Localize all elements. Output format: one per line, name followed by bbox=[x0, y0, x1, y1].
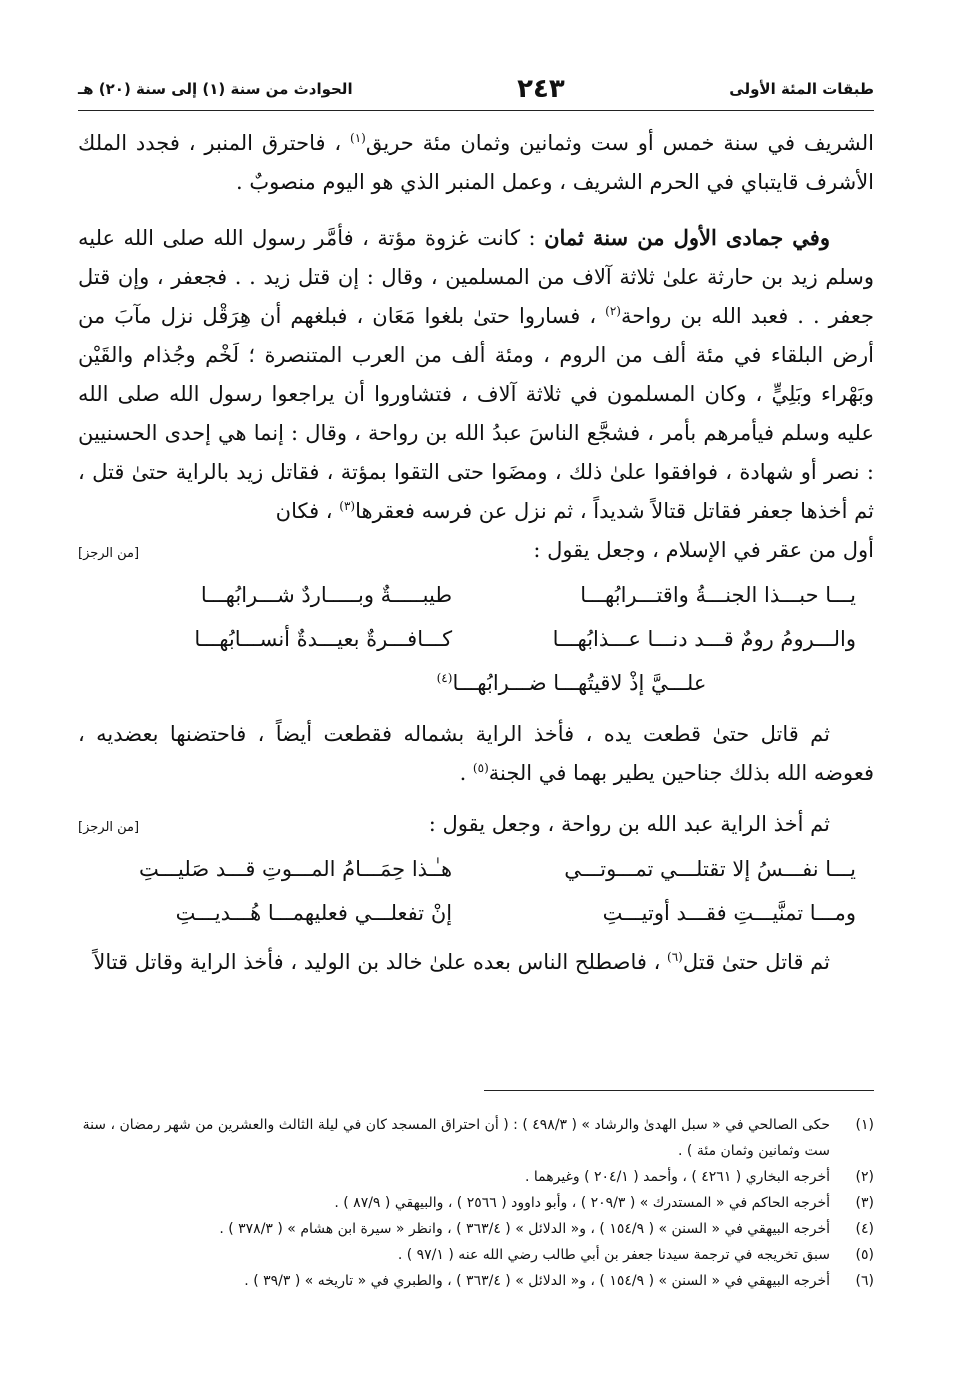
poem-2-verse-2 bbox=[78, 891, 874, 935]
footnote-number: (٦) bbox=[855, 1273, 874, 1289]
paragraph-2-text-a: : كانت غزوة مؤتة ، فأمَّر رسول الله صلى الله عليه وسلم زيد بن حارثة علىٰ ثلاثة آلاف من المسلمين ، وقال : إن قتل زيد . . فجعفر ، وإن قتل جعفر . . فعبد الله بن رواحة bbox=[78, 226, 874, 328]
footnote-number: (١) bbox=[855, 1117, 874, 1133]
verse-single-text: علـــيَّ إذْ لاقيتُهـــا ضـــرابُهـــا bbox=[452, 670, 707, 695]
header-section-title: الحوادث من سنة (١) إلى سنة (٢٠) هـ bbox=[78, 80, 353, 98]
paragraph-2-text-c: ، فكان bbox=[275, 499, 340, 523]
footnote-1 bbox=[78, 1112, 874, 1164]
running-header bbox=[78, 74, 874, 104]
verse-hemistich-left: هـٰـذا حِمَـــامُ المـــوتِ قـــد صَليـــتِ bbox=[138, 856, 453, 881]
poem-2-meter: [من الرجز] bbox=[78, 820, 140, 835]
header-book-title: طبقات المئة الأولى bbox=[729, 80, 874, 98]
footnote-6 bbox=[78, 1268, 874, 1294]
footnote-number: (٢) bbox=[855, 1169, 874, 1185]
poem-1-intro bbox=[78, 531, 874, 573]
footnote-ref-5[interactable]: (٥) bbox=[472, 761, 489, 775]
verse-hemistich-right: يـــا نفـــسُ إلا تقتلـــي تمـــوتـــي bbox=[564, 856, 856, 881]
poem-1-meter: [من الرجز] bbox=[78, 546, 140, 561]
poem-1-verse-1 bbox=[78, 573, 874, 617]
footnote-2 bbox=[78, 1164, 874, 1190]
poem-1-verse-3 bbox=[78, 661, 874, 705]
paragraph-4-text-a: ثم قاتل حتىٰ قتل bbox=[682, 950, 830, 974]
paragraph-3 bbox=[78, 715, 874, 793]
footnote-text: سبق تخريجه في ترجمة سيدنا جعفر بن أبي طالب رضي الله عنه ( ٩٧/١ ) . bbox=[397, 1247, 830, 1263]
header-rule bbox=[78, 110, 874, 111]
footnote-number: (٣) bbox=[855, 1195, 874, 1211]
footnote-text: حكى الصالحي في « سبل الهدىٰ والرشاد » ( ٤٩٨/٣ ) : ( أن احتراق المسجد كان في ليلة الثالث والعشرين من شهر رمضان ، سنة ست وثمانين وثمان مئة ) . bbox=[82, 1117, 830, 1159]
paragraph-2 bbox=[78, 218, 874, 531]
verse-single-line bbox=[258, 664, 707, 703]
footnotes bbox=[78, 1112, 874, 1294]
footnote-text: أخرجه الحاكم في « المستدرك » ( ٢٠٩/٣ ) ، وأبو داوود ( ٢٥٦٦ ) ، والبيهقي ( ٨٧/٩ ) . bbox=[334, 1195, 830, 1211]
paragraph-2-text-b: ، فساروا حتىٰ بلغوا مَعَان ، فبلغهم أن هِرَقْل نزل مآبَ من أرض البلقاء في مئة ألف من الروم ، ومئة ألف من العرب المتنصرة ؛ لَخْم وجُذام والقَيْن وبَهْراء وبَلِيٍّ ، وكان المسلمون في ثلاثة آلاف ، فتشاوروا أن يراجعوا رسول الله صلى الله عليه وسلم فيأمرهم بأمر ، فشجَّع الناسَ عبدُ الله بن رواحة ، وقال : إنما هي إحدى الحسنيين : نصر أو شهادة ، فوافقوا علىٰ ذلك ، ومضَوا حتى التقوا بمؤتة ، فقاتل زيد بالراية حتىٰ قتل ، ثم أخذها جعفر فقاتل قتالاً شديداً ، ثم نزل عن فرسه فعقرها bbox=[78, 304, 874, 523]
verse-hemistich-right: ومـــا تمنَّيـــتِ فقـــد أوتيـــتِ bbox=[602, 900, 856, 925]
verse-hemistich-left: طيبـــــةٌ وبـــــاردٌ شـــرابُهـــا bbox=[200, 582, 453, 607]
footnote-ref-1[interactable]: (١) bbox=[350, 131, 366, 145]
paragraph-3-text-a: ثم قاتل حتىٰ قطعت يده ، فأخذ الراية بشماله فقطعت أيضاً ، فاحتضنها بعضديه ، فعوضه الله بذلك جناحين يطير بهما في الجنة bbox=[78, 722, 874, 785]
paragraph-2-lead: وفي جمادى الأول من سنة ثمان bbox=[544, 225, 830, 250]
paragraph-3-text-b: . bbox=[459, 761, 473, 785]
paragraph-1-text-a: الشريف في سنة خمس أو ست وثمانين وثمان مئة حريق bbox=[365, 131, 874, 155]
poem-1-intro-text: أول من عقر في الإسلام ، وجعل يقول : bbox=[533, 538, 874, 562]
footnote-number: (٤) bbox=[855, 1221, 874, 1237]
footnote-text: أخرجه البيهقي في « السنن » ( ١٥٤/٩ ) ، و« الدلائل » ( ٣٦٣/٤ ) ، والطبري في « تاريخه » ( ٣٩/٣ ) . bbox=[244, 1273, 830, 1289]
footnote-ref-6[interactable]: (٦) bbox=[667, 950, 683, 964]
footnote-4 bbox=[78, 1216, 874, 1242]
verse-hemistich-left: إنْ تفعلـــي فعليهمـــا هُـــديـــتِ bbox=[175, 900, 453, 925]
poem-2-intro-text: ثم أخذ الراية عبد الله بن رواحة ، وجعل يقول : bbox=[428, 812, 830, 836]
footnote-text: أخرجه البيهقي في « السنن » ( ١٥٤/٩ ) ، و« الدلائل » ( ٣٦٣/٤ ) ، وانظر « سيرة ابن هشام » ( ٣٧٨/٣ ) . bbox=[219, 1221, 830, 1237]
page-number: ٢٤٣ bbox=[517, 74, 565, 104]
footnote-5 bbox=[78, 1242, 874, 1268]
poem-2-intro bbox=[78, 805, 874, 847]
poem-2-verse-1 bbox=[78, 847, 874, 891]
footnote-number: (٥) bbox=[855, 1247, 874, 1263]
verse-hemistich-right: يـــا حبـــذا الجنـــةُ واقتـــرابُهـــا bbox=[580, 582, 856, 607]
footnote-separator bbox=[484, 1090, 874, 1091]
footnote-ref-3[interactable]: (٣) bbox=[339, 499, 356, 513]
footnote-ref-4[interactable]: (٤) bbox=[436, 670, 453, 685]
verse-hemistich-right: والـــرومُ رومٌ قـــد دنـــا عـــذابُهـــا bbox=[552, 626, 856, 651]
verse-hemistich-left: كـــافـــرةٌ بعيـــدةٌ أنســـابُهـــا bbox=[194, 626, 453, 651]
footnote-ref-2[interactable]: (٢) bbox=[605, 304, 621, 318]
paragraph-1 bbox=[78, 124, 874, 202]
footnote-3 bbox=[78, 1190, 874, 1216]
paragraph-1-text-b: ، فاحترق المنبر ، فجدد الملك الأشرف قايتباي في الحرم الشريف ، وعمل المنبر الذي هو اليوم منصوبٌ . bbox=[78, 131, 874, 194]
footnote-text: أخرجه البخاري ( ٤٢٦١ ) ، وأحمد ( ٢٠٤/١ ) وغيرهما . bbox=[524, 1169, 830, 1185]
main-text bbox=[78, 124, 874, 982]
paragraph-4-text-b: ، فاصطلح الناس بعده علىٰ خالد بن الوليد ، فأخذ الراية وقاتل قتالاً bbox=[93, 950, 668, 974]
poem-1-verse-2 bbox=[78, 617, 874, 661]
paragraph-4 bbox=[78, 943, 874, 982]
